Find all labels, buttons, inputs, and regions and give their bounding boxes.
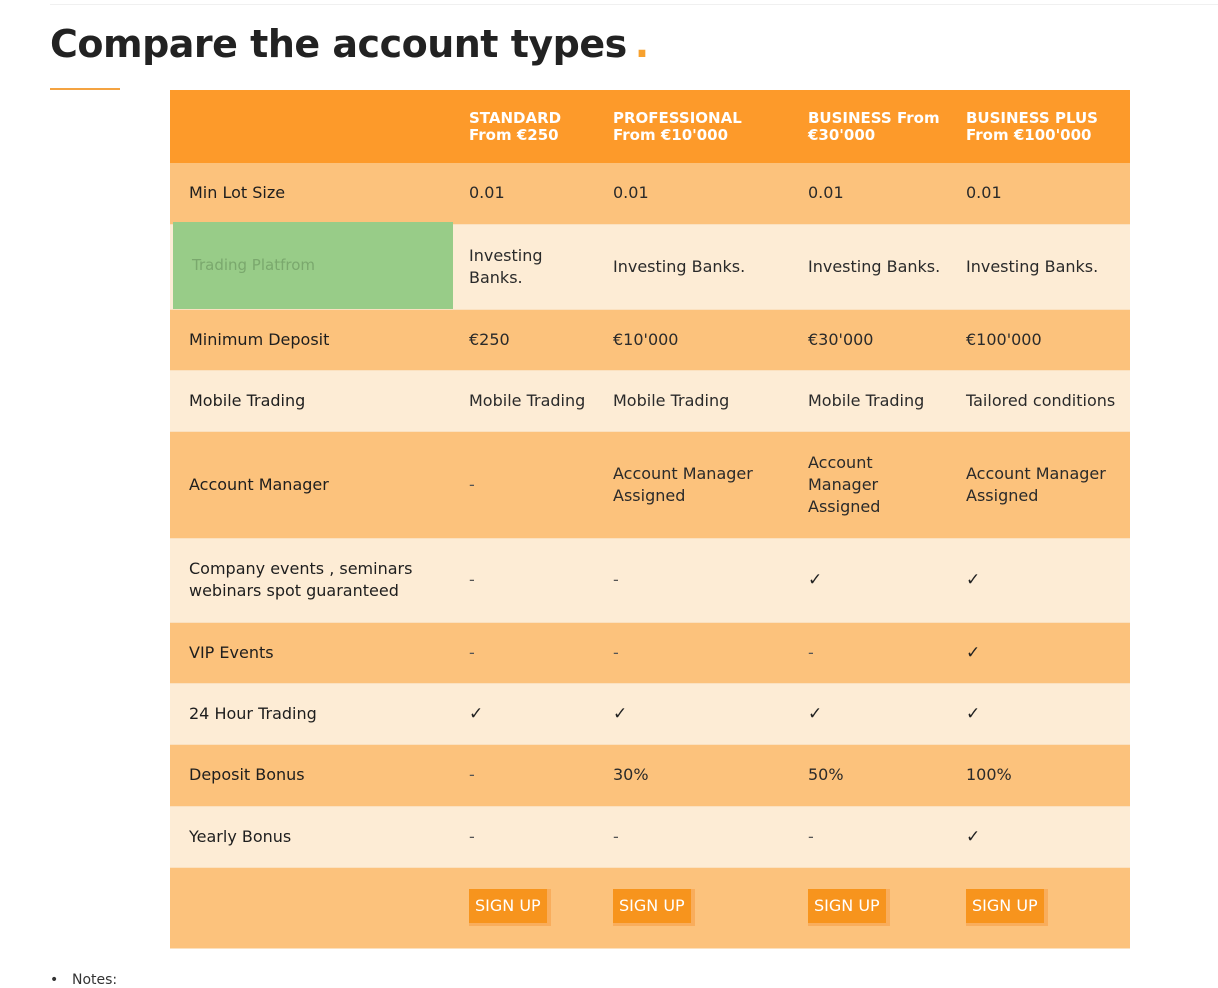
table-cell: Account Manager Assigned bbox=[950, 431, 1130, 538]
table-row bbox=[170, 431, 1130, 538]
table-row bbox=[170, 538, 1130, 622]
table-cell: Investing Banks. bbox=[453, 224, 597, 309]
table-row bbox=[170, 683, 1130, 744]
table-row bbox=[170, 806, 1130, 867]
row-label: Yearly Bonus bbox=[170, 806, 453, 867]
top-divider bbox=[50, 4, 1218, 5]
signup-button-professional[interactable]: SIGN UP bbox=[613, 889, 695, 926]
header-professional: PROFESSIONAL From €10'000 bbox=[597, 90, 792, 163]
table-cell: Investing Banks. bbox=[950, 224, 1130, 309]
signup-cell bbox=[950, 867, 1130, 948]
table-cell: 0.01 bbox=[453, 163, 597, 224]
table-cell: - bbox=[597, 538, 792, 622]
table-cell: Investing Banks. bbox=[597, 224, 792, 309]
table-cell: €100'000 bbox=[950, 309, 1130, 370]
row-label: Minimum Deposit bbox=[170, 309, 453, 370]
table-cell: Tailored conditions bbox=[950, 370, 1130, 431]
check-icon: ✓ bbox=[597, 683, 792, 744]
table-cell: €250 bbox=[453, 309, 597, 370]
row-label: Account Manager bbox=[170, 431, 453, 538]
table-header-row bbox=[170, 90, 1130, 163]
check-icon: ✓ bbox=[792, 683, 950, 744]
table-cell: Account Manager Assigned bbox=[792, 431, 950, 538]
table-cell: €10'000 bbox=[597, 309, 792, 370]
table-cell: Mobile Trading bbox=[792, 370, 950, 431]
table-cell: - bbox=[453, 744, 597, 806]
table-cell: Mobile Trading bbox=[453, 370, 597, 431]
check-icon: ✓ bbox=[950, 538, 1130, 622]
table-cell: 0.01 bbox=[950, 163, 1130, 224]
title-dot: . bbox=[634, 22, 649, 66]
table-cell: Mobile Trading bbox=[597, 370, 792, 431]
header-empty bbox=[170, 90, 453, 163]
table-row bbox=[170, 224, 1130, 309]
table-cell: 0.01 bbox=[792, 163, 950, 224]
table-cell: Account Manager Assigned bbox=[597, 431, 792, 538]
table-cell: - bbox=[792, 806, 950, 867]
table-cell: 50% bbox=[792, 744, 950, 806]
signup-button-business[interactable]: SIGN UP bbox=[808, 889, 890, 926]
row-label: 24 Hour Trading bbox=[170, 683, 453, 744]
row-label: Mobile Trading bbox=[170, 370, 453, 431]
signup-row-empty bbox=[170, 867, 453, 948]
table-cell: 30% bbox=[597, 744, 792, 806]
row-label: Company events , seminars webinars spot guaranteed bbox=[170, 538, 453, 622]
table-row bbox=[170, 309, 1130, 370]
table-cell: 100% bbox=[950, 744, 1130, 806]
table-cell: €30'000 bbox=[792, 309, 950, 370]
row-label: Min Lot Size bbox=[170, 163, 453, 224]
header-standard: STANDARD From €250 bbox=[453, 90, 597, 163]
table-cell: - bbox=[597, 622, 792, 683]
page-title: Compare the account types . bbox=[50, 22, 649, 66]
check-icon: ✓ bbox=[950, 683, 1130, 744]
signup-cell bbox=[453, 867, 597, 948]
row-label: Deposit Bonus bbox=[170, 744, 453, 806]
table-row bbox=[170, 370, 1130, 431]
row-label-highlighted[interactable] bbox=[170, 224, 453, 309]
signup-cell bbox=[597, 867, 792, 948]
table-cell: - bbox=[453, 538, 597, 622]
table-row bbox=[170, 622, 1130, 683]
table-cell: - bbox=[453, 806, 597, 867]
table-cell: - bbox=[453, 622, 597, 683]
header-business: BUSINESS From €30'000 bbox=[792, 90, 950, 163]
check-icon: ✓ bbox=[950, 622, 1130, 683]
notes-label: Notes: bbox=[72, 972, 118, 988]
table-cell: - bbox=[792, 622, 950, 683]
signup-row bbox=[170, 867, 1130, 948]
table-cell: Investing Banks. bbox=[792, 224, 950, 309]
table-cell: - bbox=[453, 431, 597, 538]
table-row bbox=[170, 744, 1130, 806]
header-business-plus: BUSINESS PLUS From €100'000 bbox=[950, 90, 1130, 163]
table-cell: - bbox=[597, 806, 792, 867]
bullet-icon: • bbox=[50, 972, 59, 988]
signup-cell bbox=[792, 867, 950, 948]
check-icon: ✓ bbox=[950, 806, 1130, 867]
check-icon: ✓ bbox=[792, 538, 950, 622]
signup-button-business-plus[interactable]: SIGN UP bbox=[966, 889, 1048, 926]
check-icon: ✓ bbox=[453, 683, 597, 744]
highlight-overlay: Trading Platfrom bbox=[173, 222, 453, 309]
table-cell: 0.01 bbox=[597, 163, 792, 224]
row-label: VIP Events bbox=[170, 622, 453, 683]
title-underline bbox=[50, 88, 120, 90]
table-row bbox=[170, 163, 1130, 224]
signup-button-standard[interactable]: SIGN UP bbox=[469, 889, 551, 926]
account-comparison-table bbox=[170, 90, 1130, 949]
